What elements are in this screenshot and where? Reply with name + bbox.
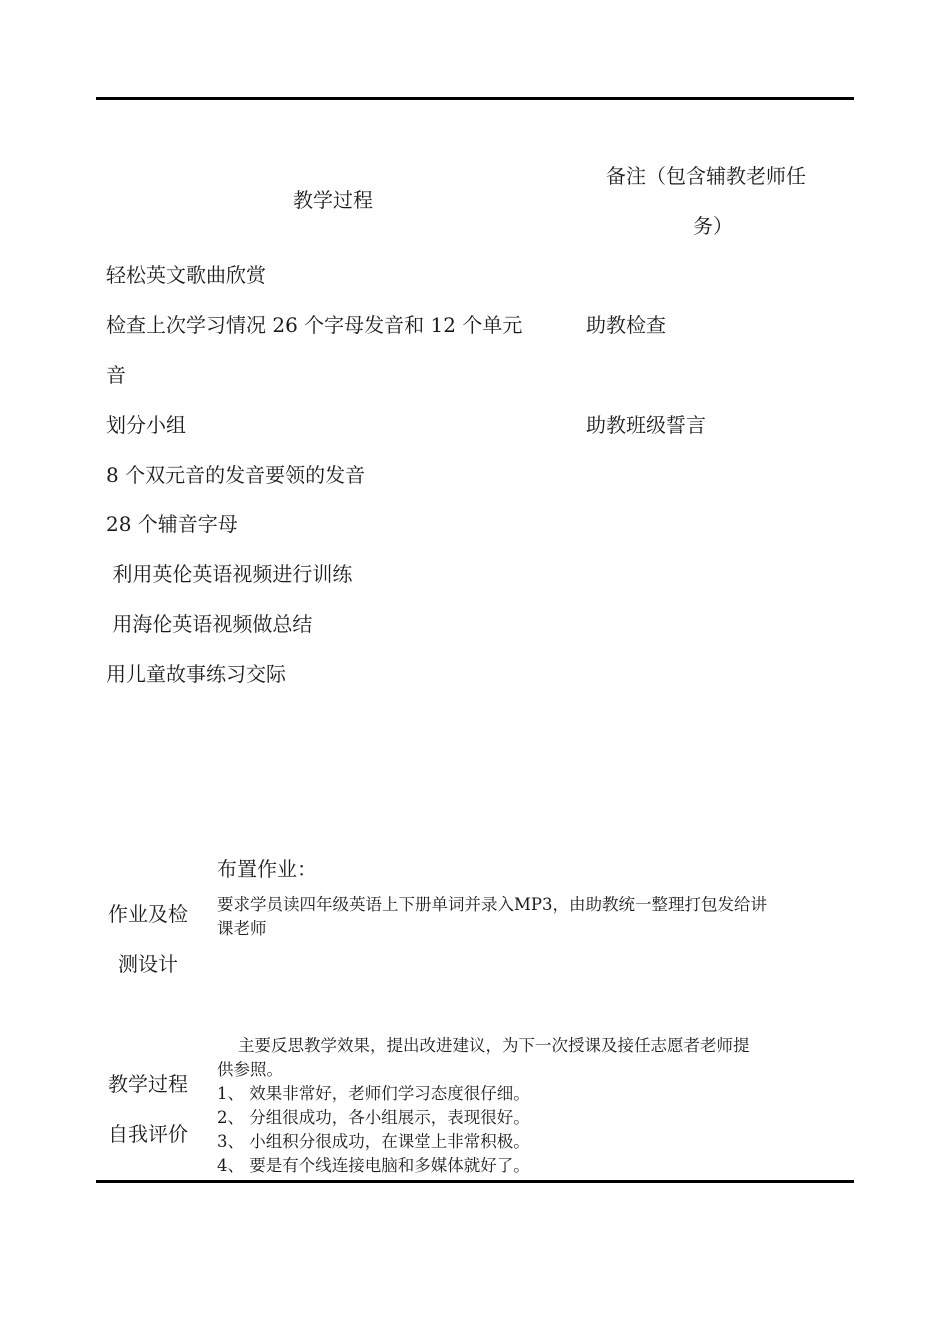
evaluation-intro-line2: 供参照。	[217, 1060, 283, 1079]
process-line-1: 轻松英文歌曲欣赏	[106, 263, 266, 287]
top-rule	[96, 97, 854, 100]
note-class-pledge: 助教班级誓言	[586, 413, 706, 437]
process-line-4: 划分小组	[106, 413, 186, 437]
evaluation-label-line1: 教学过程	[108, 1072, 188, 1096]
homework-label-line1: 作业及检	[108, 902, 188, 926]
process-line-6: 28 个辅音字母	[106, 512, 238, 536]
note-assistant-check: 助教检查	[586, 313, 666, 337]
evaluation-item-3: 3、 小组积分很成功，在课堂上非常积极。	[217, 1132, 530, 1151]
evaluation-item-2: 2、 分组很成功，各小组展示，表现很好。	[217, 1108, 530, 1127]
homework-heading: 布置作业：	[217, 857, 317, 881]
process-line-7: 利用英伦英语视频进行训练	[106, 562, 353, 586]
process-line-9: 用儿童故事练习交际	[106, 662, 286, 686]
evaluation-label-line2: 自我评价	[108, 1122, 188, 1146]
process-line-5: 8 个双元音的发音要领的发音	[106, 463, 366, 487]
homework-label-line2: 测设计	[118, 952, 178, 976]
process-line-3: 音	[106, 363, 126, 387]
process-line-2: 检查上次学习情况 26 个字母发音和 12 个单元	[106, 313, 523, 337]
process-column-title: 教学过程	[293, 188, 373, 212]
bottom-rule	[96, 1180, 854, 1183]
process-line-8: 用海伦英语视频做总结	[106, 612, 313, 636]
notes-column-title-line1: 备注（包含辅教老师任	[606, 164, 806, 188]
homework-content-line1: 要求学员读四年级英语上下册单词并录入MP3，由助教统一整理打包发给讲	[217, 895, 767, 914]
evaluation-intro-line1: 主要反思教学效果，提出改进建议，为下一次授课及接任志愿者老师提	[217, 1036, 750, 1055]
homework-content-line2: 课老师	[217, 919, 267, 938]
evaluation-item-4: 4、 要是有个线连接电脑和多媒体就好了。	[217, 1156, 530, 1175]
evaluation-item-1: 1、 效果非常好，老师们学习态度很仔细。	[217, 1084, 530, 1103]
notes-column-title-line2: 务）	[693, 214, 733, 238]
